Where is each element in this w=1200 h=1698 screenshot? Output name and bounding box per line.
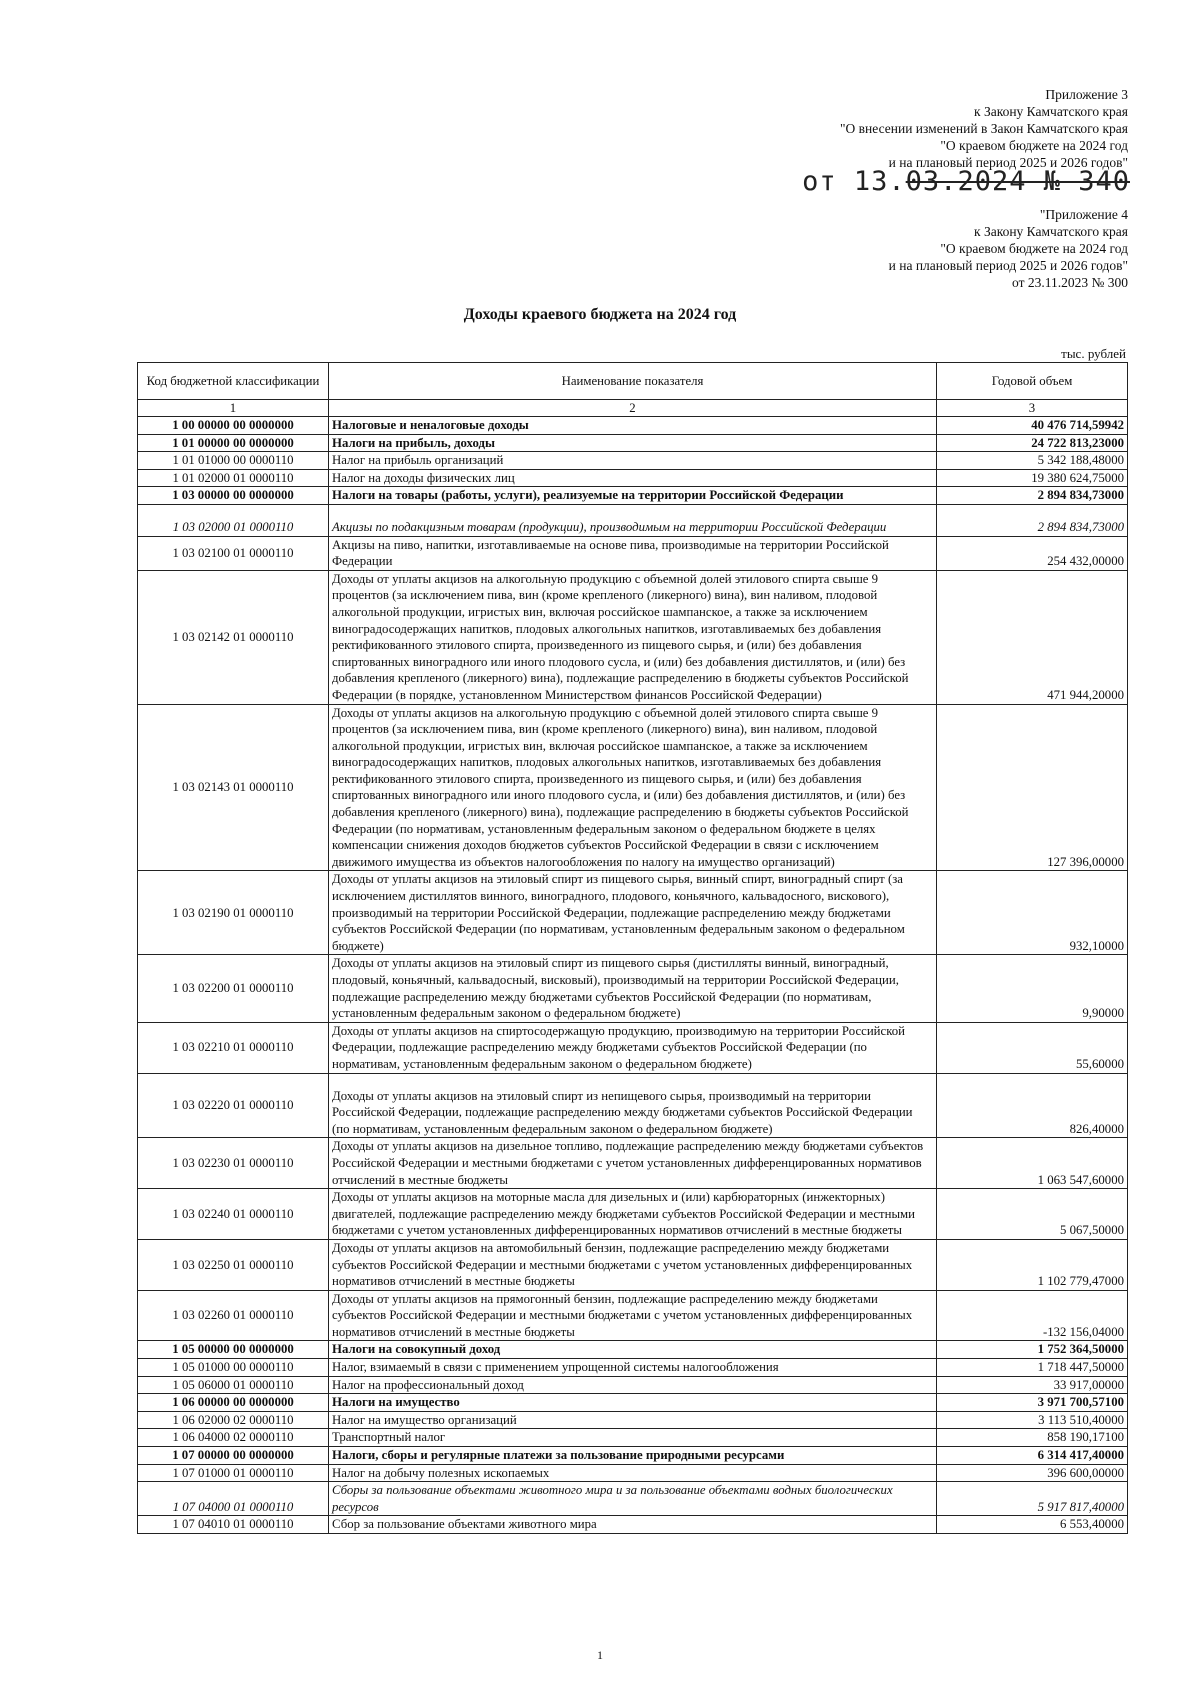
row-code: 1 01 02000 01 0000110 (138, 469, 329, 487)
row-name: Доходы от уплаты акцизов на этиловый спирт из непищевого сырья, производимый на территории Российской Федерации, подлежащие распределению между бюджетами субъектов Российской Федерации (по нормативам, установленным федеральным законом о федеральном бюджете) (329, 1073, 937, 1138)
row-name: Доходы от уплаты акцизов на этиловый спирт из пищевого сырья (дистилляты винный, виноградный, плодовый, коньячный, кальвадосный, висковый), производимый на территории Российской Федерации, подлежащие распределению между бюджетами субъектов Российской Федерации (по нормативам, установленным федеральным законом о федеральном бюджете) (329, 955, 937, 1022)
table-row (138, 1073, 1128, 1138)
table-row (138, 1359, 1128, 1377)
original-line: и на плановый период 2025 и 2026 годов" (888, 258, 1128, 273)
annex-line: "О краевом бюджете на 2024 год (940, 138, 1128, 153)
row-value: 19 380 624,75000 (937, 469, 1128, 487)
row-value: 2 894 834,73000 (937, 487, 1128, 505)
table-row (138, 1189, 1128, 1240)
annex-line: и на плановый период 2025 и 2026 годов" (888, 155, 1128, 170)
table-row (138, 536, 1128, 570)
row-name: Акцизы на пиво, напитки, изготавливаемые на основе пива, производимые на территории Российской Федерации (329, 536, 937, 570)
row-value: 2 894 834,73000 (937, 504, 1128, 536)
row-value: 33 917,00000 (937, 1376, 1128, 1394)
col-number: 3 (937, 400, 1128, 417)
row-code: 1 03 02190 01 0000110 (138, 871, 329, 955)
row-name: Налоговые и неналоговые доходы (329, 417, 937, 435)
row-code: 1 05 00000 00 0000000 (138, 1341, 329, 1359)
table-header-row (138, 363, 1128, 400)
header-volume: Годовой объем (937, 363, 1128, 400)
row-code: 1 03 02210 01 0000110 (138, 1022, 329, 1073)
row-value: -132 156,04000 (937, 1290, 1128, 1341)
header-name: Наименование показателя (329, 363, 937, 400)
row-name: Транспортный налог (329, 1429, 937, 1447)
table-row (138, 1516, 1128, 1534)
row-name: Доходы от уплаты акцизов на алкогольную продукцию с объемной долей этилового спирта свыше 9 процентов (за исключением пива, вин (кроме крепленого (ликерного) вина), вин наливом, плодовой алкогольной продукции, игристых вин, включая российское шампанское, а также за исключением виноградосодержащих напитков, плодовых алкогольных напитков, изготавливаемых без добавления ректификованного этилового спирта, произведенного из пищевого сырья, и (или) без добавления спиртованных виноградного или иного плодового сусла, и (или) без добавления дистиллятов, и (или) без добавления крепленого (ликерного) вина), подлежащие распределению в бюджеты субъектов Российской Федерации (в порядке, установленном Министерством финансов Российской Федерации) (329, 570, 937, 704)
row-code: 1 07 00000 00 0000000 (138, 1447, 329, 1465)
row-code: 1 03 02230 01 0000110 (138, 1138, 329, 1189)
row-name: Доходы от уплаты акцизов на прямогонный бензин, подлежащие распределению между бюджетами субъектов Российской Федерации и местными бюджетами с учетом установленных дифференцированных нормативов отчислений в местные бюджеты (329, 1290, 937, 1341)
header-code: Код бюджетной классификации (138, 363, 329, 400)
row-value: 3 971 700,57100 (937, 1394, 1128, 1412)
row-code: 1 03 02240 01 0000110 (138, 1189, 329, 1240)
table-row (138, 1482, 1128, 1516)
row-name: Сбор за пользование объектами животного мира (329, 1516, 937, 1534)
row-name: Доходы от уплаты акцизов на моторные масла для дизельных и (или) карбюраторных (инжекторных) двигателей, подлежащие распределению между бюджетами субъектов Российской Федерации и местными бюджетами с учетом установленных дифференцированных нормативов отчислений в местные бюджеты (329, 1189, 937, 1240)
table-row (138, 417, 1128, 435)
row-value: 3 113 510,40000 (937, 1411, 1128, 1429)
row-value: 1 063 547,60000 (937, 1138, 1128, 1189)
document-title: Доходы краевого бюджета на 2024 год (463, 306, 737, 323)
row-name: Доходы от уплаты акцизов на автомобильный бензин, подлежащие распределению между бюджетами субъектов Российской Федерации и местными бюджетами с учетом установленных дифференцированных нормативов отчислений в местные бюджеты (329, 1239, 937, 1290)
row-code: 1 05 01000 00 0000110 (138, 1359, 329, 1377)
row-name: Налоги, сборы и регулярные платежи за пользование природными ресурсами (329, 1447, 937, 1465)
row-code: 1 03 02000 01 0000110 (138, 504, 329, 536)
row-code: 1 03 02260 01 0000110 (138, 1290, 329, 1341)
row-name: Налог, взимаемый в связи с применением упрощенной системы налогообложения (329, 1359, 937, 1377)
table-row (138, 871, 1128, 955)
row-code: 1 01 00000 00 0000000 (138, 434, 329, 452)
row-value: 1 102 779,47000 (937, 1239, 1128, 1290)
table-row (138, 1411, 1128, 1429)
table-row (138, 487, 1128, 505)
row-code: 1 07 01000 01 0000110 (138, 1464, 329, 1482)
original-line: к Закону Камчатского края (974, 224, 1128, 239)
table-row (138, 504, 1128, 536)
row-code: 1 06 00000 00 0000000 (138, 1394, 329, 1412)
row-name: Налоги на товары (работы, услуги), реализуемые на территории Российской Федерации (329, 487, 937, 505)
row-value: 1 718 447,50000 (937, 1359, 1128, 1377)
row-name: Доходы от уплаты акцизов на дизельное топливо, подлежащие распределению между бюджетами субъектов Российской Федерации и местными бюджетами с учетом установленных дифференцированных нормативов отчислений в местные бюджеты (329, 1138, 937, 1189)
table-row (138, 1394, 1128, 1412)
table-row (138, 1429, 1128, 1447)
row-name: Налоги на прибыль, доходы (329, 434, 937, 452)
row-value: 6 314 417,40000 (937, 1447, 1128, 1465)
row-value: 9,90000 (937, 955, 1128, 1022)
stamp-prefix: от 13. (802, 166, 906, 197)
row-value: 6 553,40000 (937, 1516, 1128, 1534)
row-code: 1 07 04010 01 0000110 (138, 1516, 329, 1534)
original-line: "О краевом бюджете на 2024 год (940, 241, 1128, 256)
row-code: 1 03 02200 01 0000110 (138, 955, 329, 1022)
table-row (138, 1239, 1128, 1290)
row-code: 1 06 04000 02 0000110 (138, 1429, 329, 1447)
annex-header (840, 86, 1128, 171)
row-value: 254 432,00000 (937, 536, 1128, 570)
table-row (138, 1138, 1128, 1189)
row-value: 40 476 714,59942 (937, 417, 1128, 435)
row-code: 1 03 00000 00 0000000 (138, 487, 329, 505)
row-value: 826,40000 (937, 1073, 1128, 1138)
original-line: "Приложение 4 (1039, 207, 1128, 222)
row-name: Налоги на совокупный доход (329, 1341, 937, 1359)
row-code: 1 00 00000 00 0000000 (138, 417, 329, 435)
row-name: Налог на профессиональный доход (329, 1376, 937, 1394)
row-value: 5 067,50000 (937, 1189, 1128, 1240)
row-name: Налог на добычу полезных ископаемых (329, 1464, 937, 1482)
annex-line: "О внесении изменений в Закон Камчатского края (840, 121, 1128, 136)
row-code: 1 03 02142 01 0000110 (138, 570, 329, 704)
row-name: Налог на доходы физических лиц (329, 469, 937, 487)
row-value: 24 722 813,23000 (937, 434, 1128, 452)
row-code: 1 07 04000 01 0000110 (138, 1482, 329, 1516)
row-value: 1 752 364,50000 (937, 1341, 1128, 1359)
units-label: тыс. рублей (1061, 346, 1126, 361)
row-name: Налоги на имущество (329, 1394, 937, 1412)
page-number: 1 (597, 1648, 603, 1662)
row-code: 1 03 02100 01 0000110 (138, 536, 329, 570)
col-number: 2 (329, 400, 937, 417)
row-value: 471 944,20000 (937, 570, 1128, 704)
revenue-table (137, 362, 1128, 1534)
row-value: 396 600,00000 (937, 1464, 1128, 1482)
row-code: 1 05 06000 01 0000110 (138, 1376, 329, 1394)
table-row (138, 570, 1128, 704)
column-number-row (138, 400, 1128, 417)
col-number: 1 (138, 400, 329, 417)
row-code: 1 06 02000 02 0000110 (138, 1411, 329, 1429)
row-code: 1 01 01000 00 0000110 (138, 452, 329, 470)
table-row (138, 955, 1128, 1022)
table-row (138, 452, 1128, 470)
table-row (138, 1341, 1128, 1359)
table-row (138, 1290, 1128, 1341)
row-value: 858 190,17100 (937, 1429, 1128, 1447)
table-body (138, 417, 1128, 1534)
table-row (138, 469, 1128, 487)
row-code: 1 03 02250 01 0000110 (138, 1239, 329, 1290)
original-annex-header (889, 206, 1128, 291)
row-name: Акцизы по подакцизным товарам (продукции), производимым на территории Российской Федерации (329, 504, 937, 536)
row-value: 127 396,00000 (937, 704, 1128, 871)
row-value: 55,60000 (937, 1022, 1128, 1073)
table-row (138, 1022, 1128, 1073)
row-value: 932,10000 (937, 871, 1128, 955)
row-name: Доходы от уплаты акцизов на спиртосодержащую продукцию, производимую на территории Российской Федерации, подлежащие распределению между бюджетами субъектов Российской Федерации (по нормативам, установленным федеральным законом о федеральном бюджете) (329, 1022, 937, 1073)
stamp-rest: 03.2024 № 340 (905, 166, 1130, 197)
date-number-stamp (802, 166, 1130, 197)
table-row (138, 1447, 1128, 1465)
table-row (138, 1376, 1128, 1394)
row-name: Налог на прибыль организаций (329, 452, 937, 470)
row-code: 1 03 02220 01 0000110 (138, 1073, 329, 1138)
row-name: Доходы от уплаты акцизов на алкогольную продукцию с объемной долей этилового спирта свыше 9 процентов (за исключением пива, вин (кроме крепленого (ликерного) вина), вин наливом, плодовой алкогольной продукции, игристых вин, включая российское шампанское, а также за исключением виноградосодержащих напитков, плодовых алкогольных напитков, изготавливаемых без добавления ректификованного этилового спирта, произведенного из пищевого сырья, и (или) без добавления спиртованных виноградного или иного плодового сусла, и (или) без добавления дистиллятов, и (или) без добавления крепленого (ликерного) вина), подлежащие распределению в бюджеты субъектов Российской Федерации (по нормативам, установленным федеральным законом о федеральном бюджете в целях компенсации снижения доходов бюджетов субъектов Российской Федерации в связи с исключением движимого имущества из объектов налогообложения по налогу на имущество организаций) (329, 704, 937, 871)
row-name: Сборы за пользование объектами животного мира и за пользование объектами водных биологических ресурсов (329, 1482, 937, 1516)
table-row (138, 1464, 1128, 1482)
row-name: Доходы от уплаты акцизов на этиловый спирт из пищевого сырья, винный спирт, виноградный спирт (за исключением дистиллятов винного, виноградного, плодового, коньячного, кальвадосного, вискового), производимый на территории Российской Федерации, подлежащие распределению между бюджетами субъектов Российской Федерации (по нормативам, установленным федеральным законом о федеральном бюджете) (329, 871, 937, 955)
table-row (138, 704, 1128, 871)
table-row (138, 434, 1128, 452)
row-code: 1 03 02143 01 0000110 (138, 704, 329, 871)
annex-line: к Закону Камчатского края (974, 104, 1128, 119)
row-name: Налог на имущество организаций (329, 1411, 937, 1429)
row-value: 5 342 188,48000 (937, 452, 1128, 470)
original-line: от 23.11.2023 № 300 (1012, 275, 1128, 290)
annex-line: Приложение 3 (1045, 87, 1128, 102)
row-value: 5 917 817,40000 (937, 1482, 1128, 1516)
